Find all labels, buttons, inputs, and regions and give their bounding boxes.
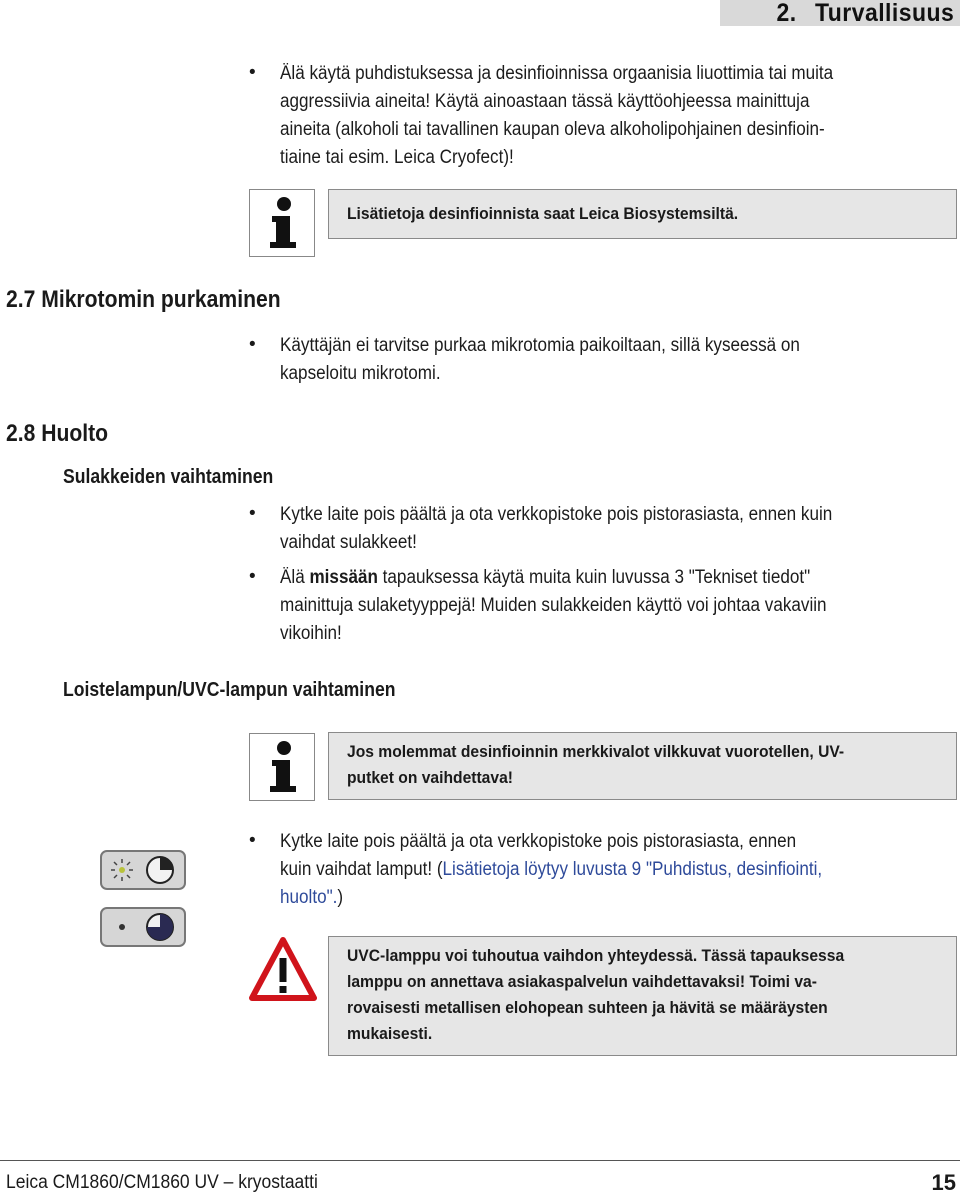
- info-note-disinfection: [328, 189, 957, 239]
- section-header-number: 2.: [776, 0, 797, 27]
- chapter-9-link-continued[interactable]: huolto".: [280, 887, 338, 908]
- fuse-bullet-2-prefix: Älä: [280, 567, 310, 588]
- page-number: 15: [931, 1170, 956, 1195]
- fuse-bullet-2-emphasis: missään: [309, 567, 378, 588]
- lamp-heading: Loistelampun/UVC-lampun vaihtaminen: [63, 679, 396, 701]
- intro-line-1: Älä käytä puhdistuksessa ja desinfioinnissa orgaanisia liuottimia tai muita: [280, 63, 834, 84]
- info-note-2-line-2: putket on vaihdettava!: [347, 768, 513, 787]
- warning-line-2: lamppu on annettava asiakaspalvelun vaihdettavaksi! Toimi va-: [347, 972, 817, 991]
- section-header-title: Turvallisuus: [814, 0, 954, 27]
- bullet-marker: •: [249, 503, 256, 524]
- fuses-heading: Sulakkeiden vaihtaminen: [63, 466, 274, 488]
- chapter-9-link[interactable]: Lisätietoja löytyy luvusta 9 "Puhdistus, desinfiointi,: [442, 859, 823, 880]
- info-note-uv-tubes: [328, 732, 957, 800]
- section-2-7-line-2: kapseloitu mikrotomi.: [280, 363, 441, 384]
- intro-line-4: tiaine tai esim. Leica Cryofect)!: [280, 147, 514, 168]
- lamp-bullet-line-2-text: kuin vaihdat lamput! (: [280, 859, 443, 880]
- fuse-bullet-2: [280, 564, 960, 648]
- info-icon: [249, 733, 315, 801]
- warning-icon: [249, 936, 317, 1002]
- disinfection-indicator-steady-icon: [100, 907, 186, 947]
- fuse-bullet-1-line-2: vaihdat sulakkeet!: [280, 532, 417, 553]
- lamp-bullet-line-3-text: ): [337, 887, 344, 908]
- fuse-bullet-1-line-1: Kytke laite pois päältä ja ota verkkopistoke pois pistorasiasta, ennen kuin: [280, 504, 833, 525]
- warning-line-1: UVC-lamppu voi tuhoutua vaihdon yhteydessä. Tässä tapauksessa: [347, 946, 845, 965]
- bullet-marker: •: [249, 334, 256, 355]
- fuse-bullet-2-rest: tapauksessa käytä muita kuin luvussa 3 "Tekniset tiedot": [377, 567, 811, 588]
- fuse-bullet-1: [280, 501, 960, 557]
- fuse-bullet-2-line-3: vikoihin!: [280, 623, 342, 644]
- section-header: [776, 0, 954, 28]
- lamp-bullet-line-2: [280, 856, 960, 884]
- bullet-marker: •: [249, 566, 256, 587]
- footer-rule: [0, 1160, 960, 1161]
- footer-doc-title: Leica CM1860/CM1860 UV – kryostaatti: [6, 1172, 318, 1193]
- info-note-text: Lisätietoja desinfioinnista saat Leica Biosystemsiltä.: [347, 204, 739, 223]
- fuse-bullet-2-line-1: [280, 564, 960, 592]
- info-note-2-line-1: Jos molemmat desinfioinnin merkkivalot vilkkuvat vuorotellen, UV-: [347, 742, 845, 761]
- fuse-bullet-2-line-2: mainittuja sulaketyyppejä! Muiden sulakkeiden käyttö voi johtaa vakaviin: [280, 595, 827, 616]
- lamp-bullet: [280, 828, 960, 912]
- bullet-marker: •: [249, 62, 256, 83]
- intro-line-3: aineita (alkoholi tai tavallinen kaupan oleva alkoholipohjainen desinfioin-: [280, 119, 825, 140]
- section-2-7-bullet-text: [280, 332, 960, 388]
- heading-2-8: 2.8 Huolto: [6, 420, 109, 447]
- warning-note-uvc: [328, 936, 957, 1056]
- heading-2-7: 2.7 Mikrotomin purkaminen: [6, 286, 281, 313]
- lamp-bullet-line-1: Kytke laite pois päältä ja ota verkkopistoke pois pistorasiasta, ennen: [280, 831, 797, 852]
- disinfection-indicator-blinking-icon: [100, 850, 186, 890]
- bullet-marker: •: [249, 830, 256, 851]
- lamp-bullet-line-3: [280, 884, 960, 912]
- intro-line-2: aggressiivia aineita! Käytä ainoastaan tässä käyttöohjeessa mainittuja: [280, 91, 810, 112]
- intro-bullet-text: [280, 60, 955, 172]
- info-icon: [249, 189, 315, 257]
- section-2-7-line-1: Käyttäjän ei tarvitse purkaa mikrotomia paikoiltaan, sillä kyseessä on: [280, 335, 800, 356]
- warning-line-4: mukaisesti.: [347, 1024, 433, 1043]
- warning-line-3: rovaisesti metallisen elohopean suhteen ja hävitä se määräysten: [347, 998, 828, 1017]
